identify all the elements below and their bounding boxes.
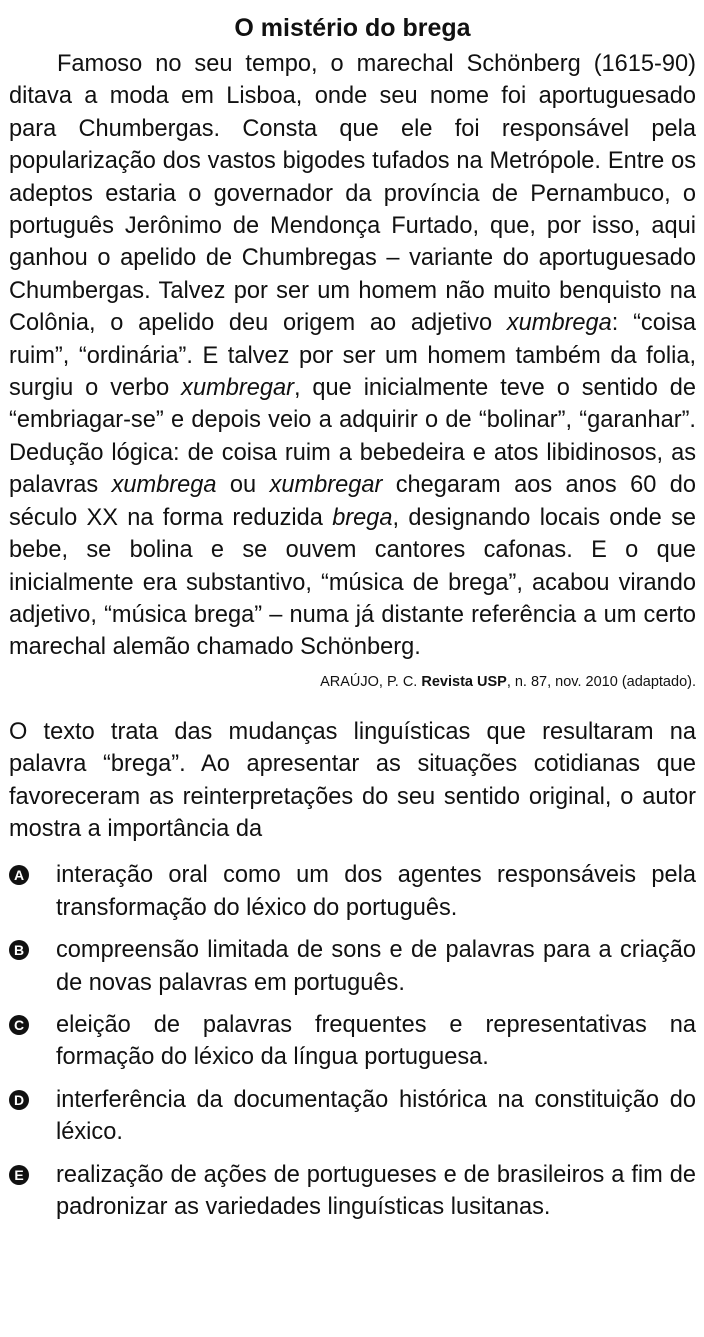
option-letter-badge: B bbox=[9, 940, 29, 960]
option-letter-badge: C bbox=[9, 1015, 29, 1035]
option-letter-badge: D bbox=[9, 1090, 29, 1110]
source-details: , n. 87, nov. 2010 (adaptado). bbox=[506, 673, 696, 690]
option-a[interactable] bbox=[9, 859, 696, 924]
option-text: interação oral como um dos agentes responsáveis pela transformação do léxico do português. bbox=[56, 862, 696, 921]
italic-term: brega bbox=[332, 504, 393, 531]
option-text: eleição de palavras frequentes e representativas na formação do léxico da língua portuguesa. bbox=[56, 1011, 696, 1071]
question-stem: O texto trata das mudanças linguísticas que resultaram na palavra “brega”. Ao apresentar as situações cotidianas que favoreceram as reinterpretações do seu sentido original, o autor mostra a importância da bbox=[9, 718, 696, 842]
answer-options bbox=[9, 859, 696, 1223]
source-citation bbox=[9, 672, 696, 692]
passage-segment: , designando locais onde se bebe, se bolina e se ouvem cantores cafonas. E o que inicialmente era substantivo, “música de brega”, acabou virando adjetivo, “música brega” – numa já distante referência a um certo marechal alemão chamado Schönberg. bbox=[9, 504, 696, 661]
source-author: ARAÚJO, P. C. bbox=[320, 673, 422, 690]
source-journal: Revista USP bbox=[421, 673, 507, 690]
passage-segment: ou bbox=[216, 472, 270, 499]
italic-term: xumbrega bbox=[506, 310, 612, 337]
option-d[interactable] bbox=[9, 1084, 696, 1149]
italic-term: xumbregar bbox=[269, 472, 383, 499]
option-e[interactable] bbox=[9, 1159, 696, 1224]
passage-segment: Famoso no seu tempo, o marechal Schönberg (1615-90) ditava a moda em Lisboa, onde seu nome foi aportuguesado para Chumbergas. Consta que ele foi responsável pela popularização dos vastos bigodes tufados na Metrópole. Entre os adeptos estaria o governador da província de Pernambuco, o português Jerônimo de Mendonça Furtado, que, por isso, aqui ganhou o apelido de Chumbregas – variante do aportuguesado Chumbergas. Talvez por ser um homem não muito benquisto na Colônia, o apelido deu origem ao adjetivo bbox=[9, 51, 696, 337]
option-letter-badge: E bbox=[9, 1165, 29, 1185]
passage-text bbox=[9, 48, 696, 664]
option-text: realização de ações de portugueses e de brasileiros a fim de padronizar as variedades linguísticas lusitanas. bbox=[56, 1161, 696, 1220]
passage-segment: , que inicialmente teve o sentido de “embriagar-se” e depois veio a adquirir o de “bolinar”, “garanhar”. Dedução lógica: de coisa ruim a bebedeira e atos libidinosos, as palavras bbox=[9, 375, 696, 499]
option-text: interferência da documentação histórica na constituição do léxico. bbox=[56, 1086, 696, 1146]
passage-segment: chegaram aos anos 60 do século XX na forma reduzida bbox=[9, 472, 696, 531]
italic-term: xumbregar bbox=[181, 375, 294, 402]
option-letter-badge: A bbox=[9, 865, 29, 885]
passage-title: O mistério do brega bbox=[234, 14, 471, 42]
passage-segment: : “coisa ruim”, “ordinária”. E talvez por ser um homem também da folia, surgiu o verbo bbox=[9, 310, 697, 402]
option-b[interactable] bbox=[9, 934, 696, 999]
italic-term: xumbrega bbox=[111, 472, 217, 499]
option-c[interactable] bbox=[9, 1009, 696, 1074]
option-text: compreensão limitada de sons e de palavras para a criação de novas palavras em português. bbox=[56, 937, 696, 996]
